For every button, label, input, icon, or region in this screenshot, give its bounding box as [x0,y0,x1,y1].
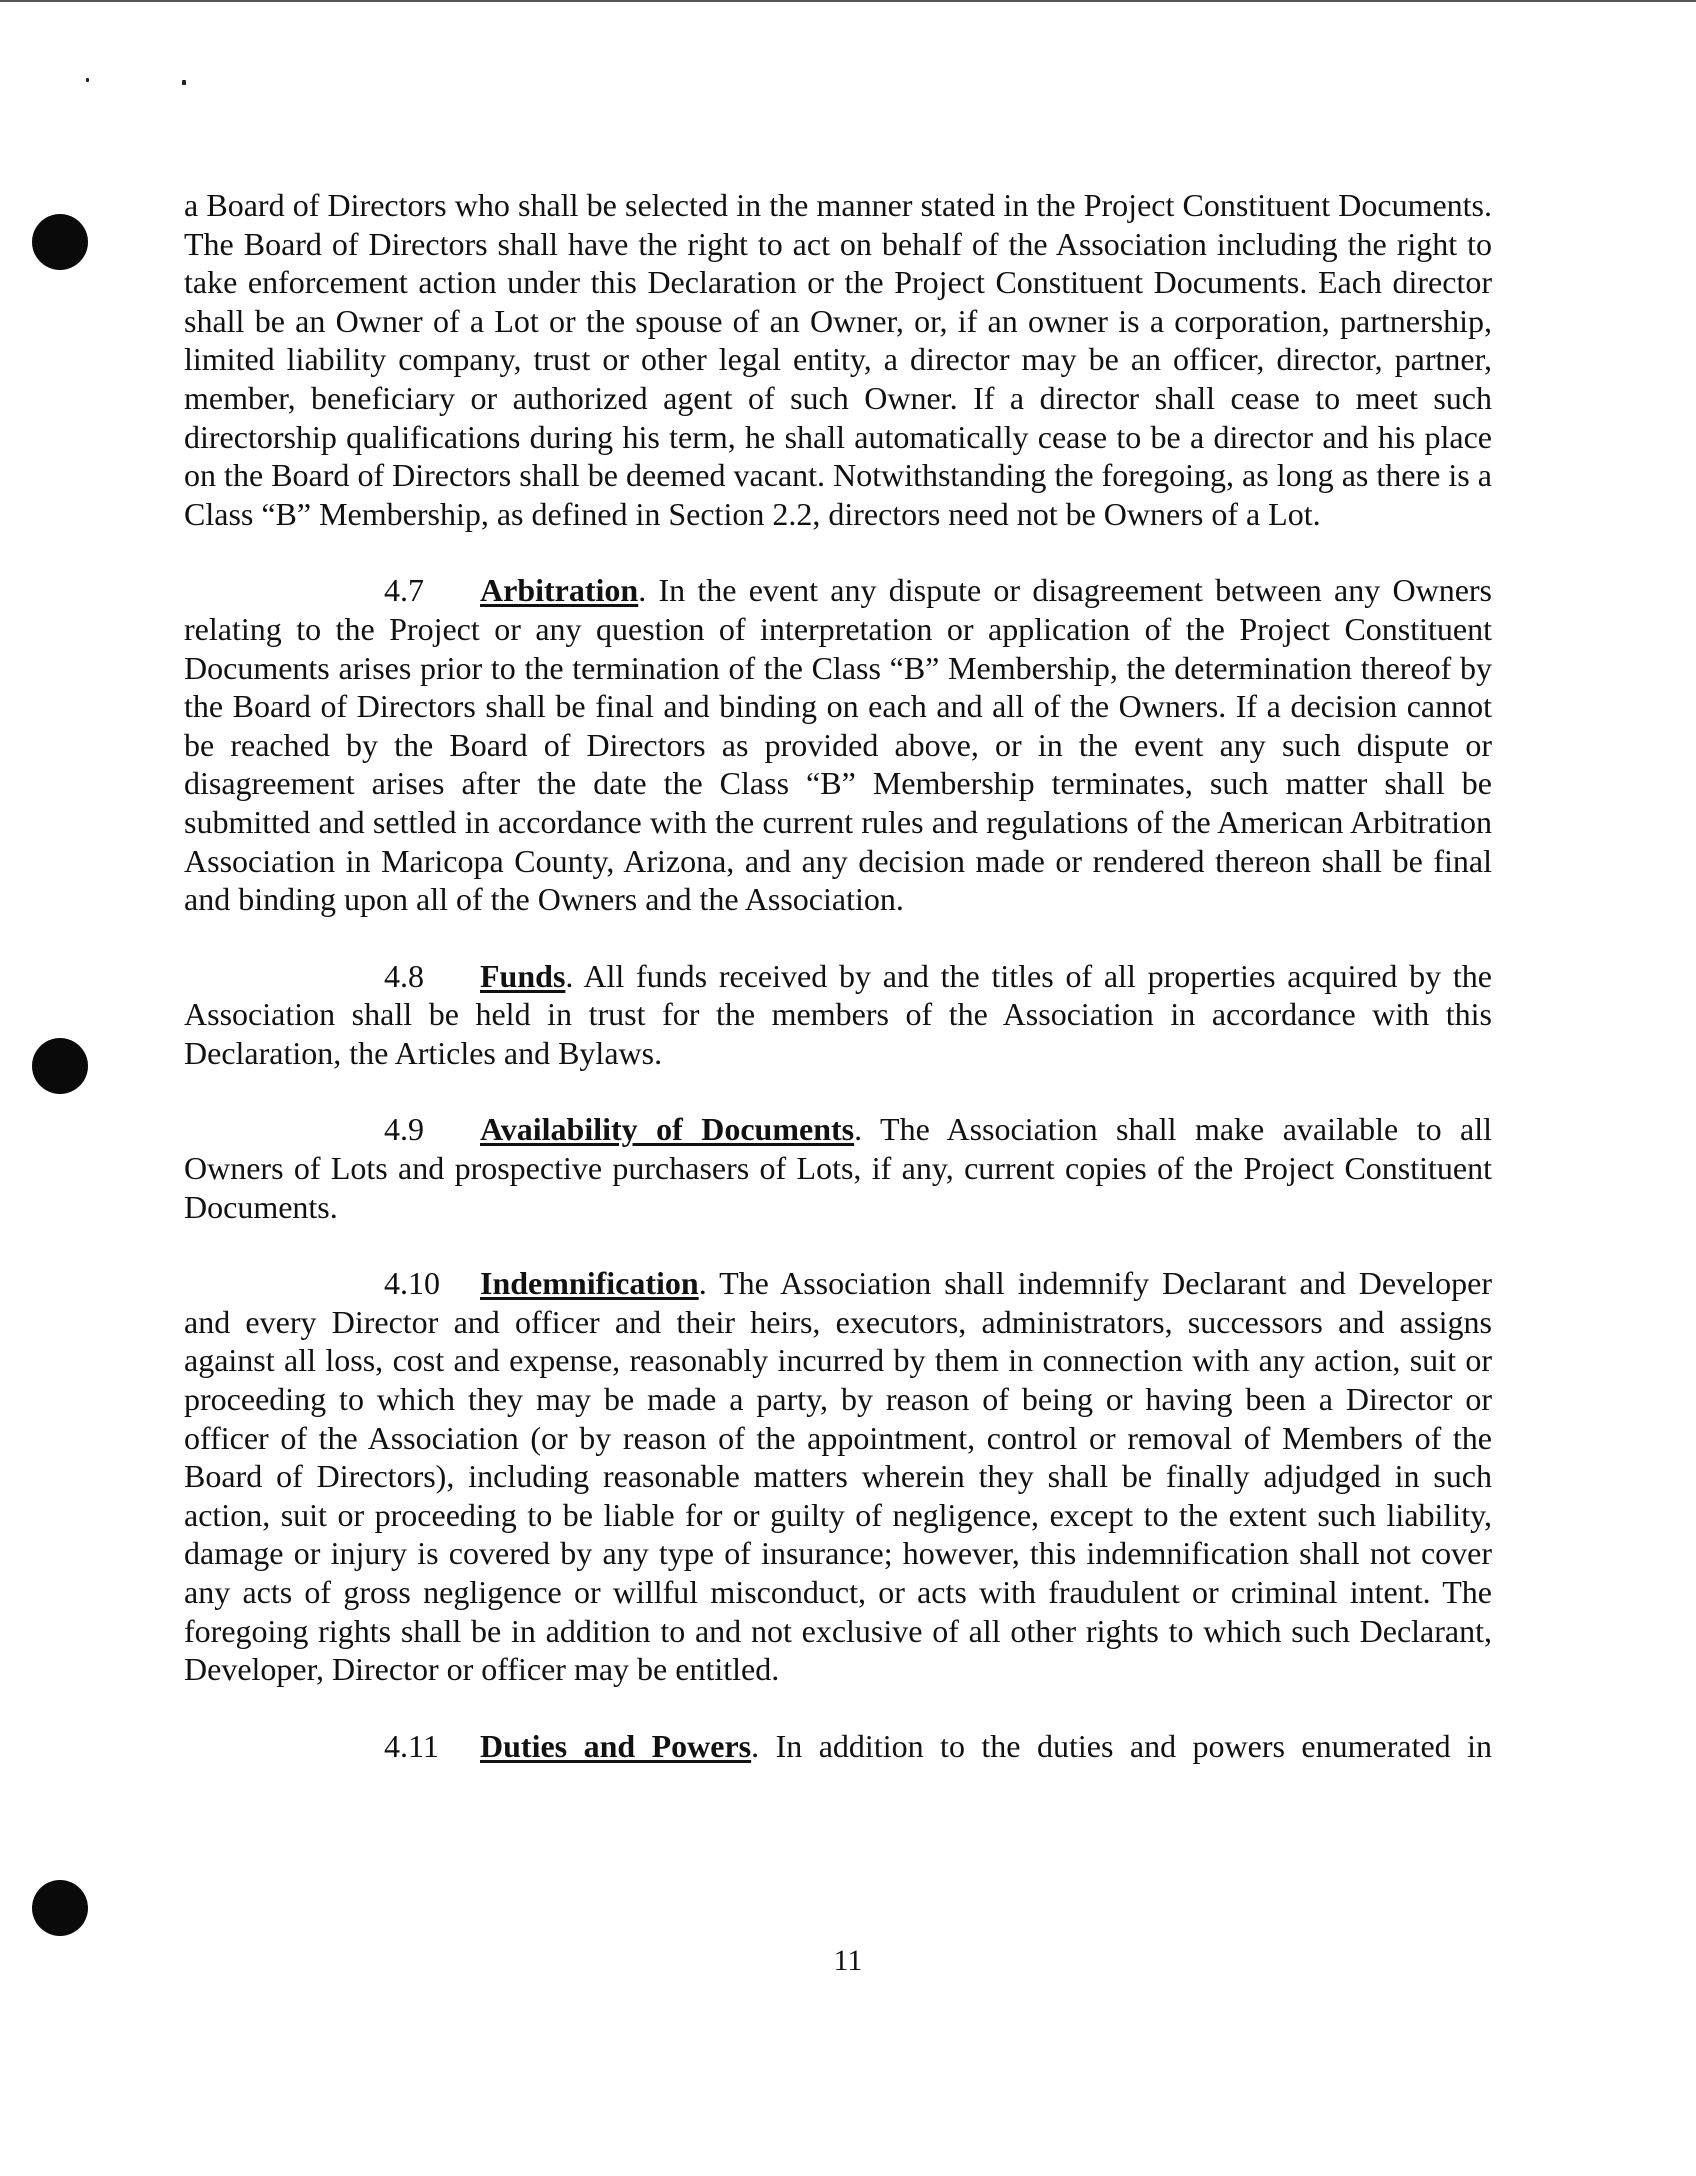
section-text: In addition to the duties and powers enumerated in [775,1727,1493,1764]
section-title-period: . [854,1111,881,1148]
top-edge-rule [0,0,1696,2]
section-title: Funds [480,957,566,994]
section-4-10 [184,1264,1492,1689]
section-title-period: . [698,1265,720,1302]
section-title: Availability of Documents [480,1111,855,1148]
section-text: The Association shall make available to all Owners of Lots and prospective purchasers of Lots, if any, current copies of the Project Constituent Documents. [184,1111,1493,1225]
page-number: 11 [833,1944,863,1977]
section-4-9 [184,1110,1492,1226]
punch-hole-top [32,214,88,270]
section-number: 4.10 [384,1265,440,1302]
section-4-11 [184,1727,1492,1766]
section-number: 4.7 [384,572,424,609]
section-text: The Association shall indemnify Declarant and Developer and every Director and officer and their heirs, executors, administrators, successors and assigns against all loss, cost and expense, reasonably incurred by them in connection with any action, suit or proceeding to which they may be made a party, by reason of being or having been a Director or officer of the Association (or by reason of the appointment, control or removal of Members of the Board of Directors), including reasonable matters wherein they shall be finally adjudged in such action, suit or proceeding to be liable for or guilty of negligence, except to the extent such liability, damage or injury is covered by any type of insurance; however, this indemnification shall not cover any acts of gross negligence or willful misconduct, or acts with fraudulent or criminal intent. The foregoing rights shall be in addition to and not exclusive of all other rights to which such Declarant, Developer, Director or officer may be entitled. [184,1265,1493,1688]
punch-hole-middle [32,1038,88,1094]
section-4-7 [184,571,1492,918]
section-4-8 [184,957,1492,1073]
section-number: 4.8 [384,957,424,994]
section-title: Arbitration [480,572,639,609]
section-number: 4.9 [384,1111,424,1148]
section-title-period: . [751,1727,776,1764]
section-title-period: . [638,572,659,609]
scan-speck [86,78,89,82]
punch-hole-bottom [32,1880,88,1936]
document-body [184,186,1492,1803]
section-number: 4.11 [384,1727,439,1764]
section-text: All funds received by and the titles of all properties acquired by the Association shall be held in trust for the members of the Association in accordance with this Declaration, the Articles and Bylaws. [184,957,1493,1071]
section-title: Duties and Powers [480,1727,752,1764]
section-title: Indemnification [480,1265,699,1302]
intro-paragraph: a Board of Directors who shall be selected in the manner stated in the Project Constituent Documents. The Board of Directors shall have the right to act on behalf of the Association including the right to take enforcement action under this Declaration or the Project Constituent Documents. Each director shall be an Owner of a Lot or the spouse of an Owner, or, if an owner is a corporation, partnership, limited liability company, trust or other legal entity, a director may be an officer, director, partner, member, beneficiary or authorized agent of such Owner. If a director shall cease to meet such directorship qualifications during his term, he shall automatically cease to be a director and his place on the Board of Directors shall be deemed vacant. Notwithstanding the foregoing, as long as there is a Class “B” Membership, as defined in Section 2.2, directors need not be Owners of a Lot. [184,187,1492,532]
scan-speck [182,80,186,85]
section-text: In the event any dispute or disagreement between any Owners relating to the Project or any question of interpretation or application of the Project Constituent Documents arises prior to the termination of the Class “B” Membership, the determination thereof by the Board of Directors shall be final and binding on each and all of the Owners. If a decision cannot be reached by the Board of Directors as provided above, or in the event any such dispute or disagreement arises after the date the Class “B” Membership terminates, such matter shall be submitted and settled in accordance with the current rules and regulations of the American Arbitration Association in Maricopa County, Arizona, and any decision made or rendered thereon shall be final and binding upon all of the Owners and the Association. [184,572,1493,918]
section-title-period: . [565,957,584,994]
